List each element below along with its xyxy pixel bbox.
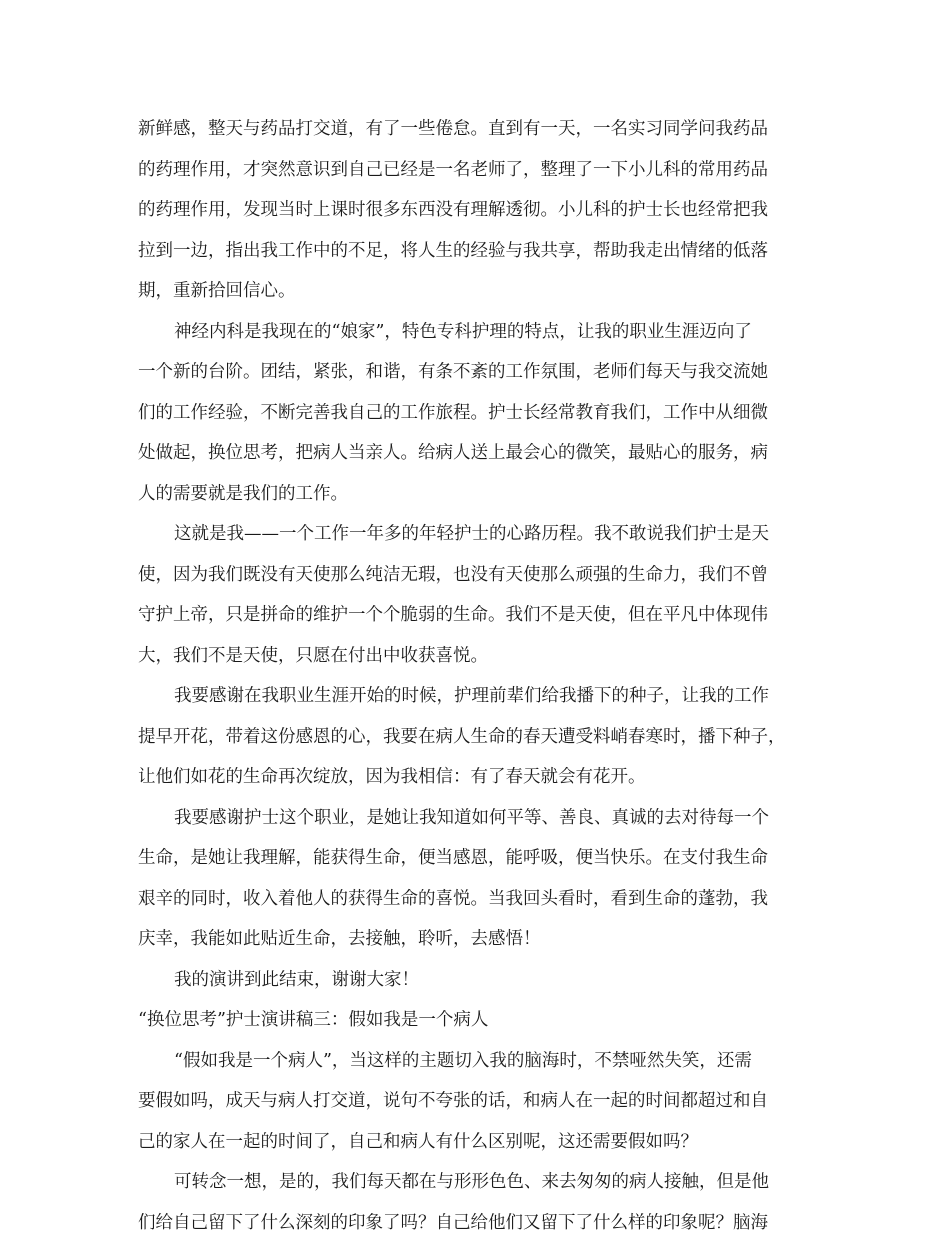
paragraph [138, 676, 828, 798]
text-line: 大，我们不是天使，只愿在付出中收获喜悦。 [138, 636, 828, 677]
heading-text: “换位思考”护士演讲稿三：假如我是一个病人 [138, 1000, 828, 1041]
text-line: 这就是我——一个工作一年多的年轻护士的心路历程。我不敢说我们护士是天 [138, 514, 828, 555]
text-line: 我的演讲到此结束，谢谢大家！ [138, 960, 828, 1001]
paragraph [138, 109, 828, 312]
text-line: 们给自己留下了什么深刻的印象了吗？自己给他们又留下了什么样的印象呢？脑海 [138, 1203, 828, 1243]
section-heading [138, 1000, 828, 1041]
paragraph [138, 312, 828, 515]
text-line: 提早开花，带着这份感恩的心，我要在病人生命的春天遭受料峭春寒时，播下种子， [138, 717, 828, 758]
text-line: 神经内科是我现在的“娘家”，特色专科护理的特点，让我的职业生涯迈向了 [138, 312, 828, 353]
text-line: 守护上帝，只是拼命的维护一个个脆弱的生命。我们不是天使，但在平凡中体现伟 [138, 595, 828, 636]
paragraph [138, 798, 828, 960]
text-line: 拉到一边，指出我工作中的不足，将人生的经验与我共享，帮助我走出情绪的低落 [138, 231, 828, 272]
text-line: 可转念一想，是的，我们每天都在与形形色色、来去匆匆的病人接触，但是他 [138, 1162, 828, 1203]
text-line: 的药理作用，发现当时上课时很多东西没有理解透彻。小儿科的护士长也经常把我 [138, 190, 828, 231]
text-line: 处做起，换位思考，把病人当亲人。给病人送上最会心的微笑，最贴心的服务，病 [138, 433, 828, 474]
paragraph [138, 1041, 828, 1163]
text-line: 己的家人在一起的时间了，自己和病人有什么区别呢，这还需要假如吗？ [138, 1122, 828, 1163]
text-line: 艰辛的同时，收入着他人的获得生命的喜悦。当我回头看时，看到生命的蓬勃，我 [138, 879, 828, 920]
text-line: 让他们如花的生命再次绽放，因为我相信：有了春天就会有花开。 [138, 757, 828, 798]
text-line: 我要感谢护士这个职业，是她让我知道如何平等、善良、真诚的去对待每一个 [138, 798, 828, 839]
document-page [138, 109, 828, 1243]
text-line: 庆幸，我能如此贴近生命，去接触，聆听，去感悟！ [138, 919, 828, 960]
text-line: 生命，是她让我理解，能获得生命，便当感恩，能呼吸，便当快乐。在支付我生命 [138, 838, 828, 879]
text-line: 人的需要就是我们的工作。 [138, 474, 828, 515]
text-line: 新鲜感，整天与药品打交道，有了一些倦怠。直到有一天，一名实习同学问我药品 [138, 109, 828, 150]
text-line: 的药理作用，才突然意识到自己已经是一名老师了，整理了一下小儿科的常用药品 [138, 150, 828, 191]
text-line: 期，重新拾回信心。 [138, 271, 828, 312]
text-line: 要假如吗，成天与病人打交道，说句不夸张的话，和病人在一起的时间都超过和自 [138, 1081, 828, 1122]
paragraph [138, 1162, 828, 1243]
text-line: 我要感谢在我职业生涯开始的时候，护理前辈们给我播下的种子，让我的工作 [138, 676, 828, 717]
text-line: “假如我是一个病人”，当这样的主题切入我的脑海时，不禁哑然失笑，还需 [138, 1041, 828, 1082]
text-line: 使，因为我们既没有天使那么纯洁无瑕，也没有天使那么顽强的生命力，我们不曾 [138, 555, 828, 596]
paragraph [138, 514, 828, 676]
paragraph [138, 960, 828, 1001]
text-line: 们的工作经验，不断完善我自己的工作旅程。护士长经常教育我们，工作中从细微 [138, 393, 828, 434]
text-line: 一个新的台阶。团结，紧张，和谐，有条不紊的工作氛围，老师们每天与我交流她 [138, 352, 828, 393]
